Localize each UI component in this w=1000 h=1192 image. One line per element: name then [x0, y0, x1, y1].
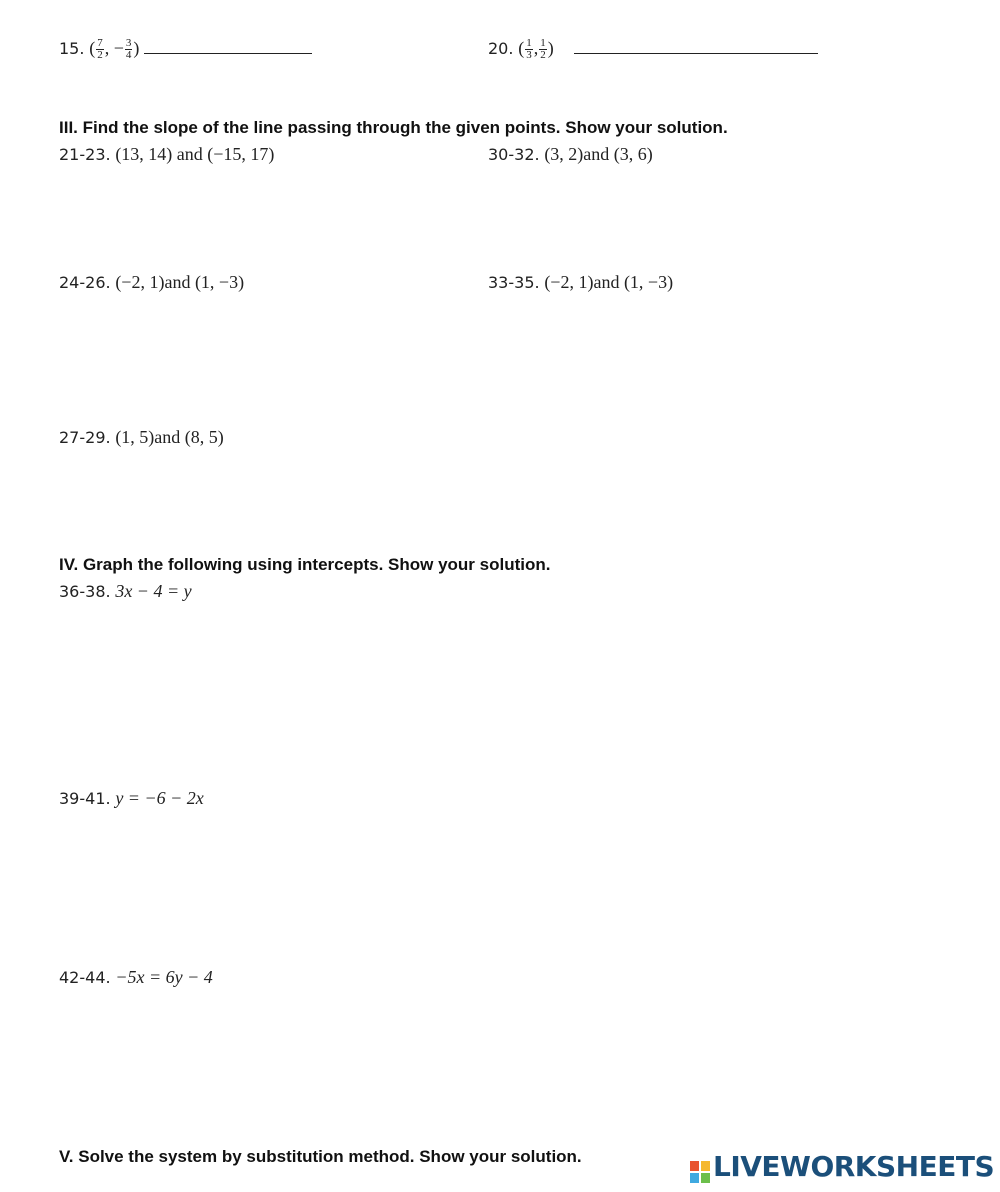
problem-24-26	[59, 272, 244, 293]
problem-label: 39-41.	[59, 789, 111, 808]
problem-expression: (−2, 1)and (1, −3)	[544, 272, 674, 292]
problem-42-44	[59, 967, 213, 988]
problem-21-23	[59, 144, 274, 165]
item-15	[59, 38, 312, 61]
item-15-point: ( $\frac{7}{2}$ , − $\frac{3}{4}$ )	[89, 37, 140, 62]
item-20-label: 20.	[488, 39, 514, 58]
problem-36-38	[59, 581, 192, 602]
problem-label: 24-26.	[59, 273, 111, 292]
problem-label: 21-23.	[59, 145, 111, 164]
problem-label: 42-44.	[59, 968, 111, 987]
problem-30-32	[488, 144, 653, 165]
answer-blank-20[interactable]	[574, 52, 818, 54]
problem-label: 33-35.	[488, 273, 540, 292]
fraction: $\frac{1}{2}$	[540, 37, 546, 62]
problem-expression: (1, 5)and (8, 5)	[115, 427, 224, 447]
item-20-point: ( $\frac{1}{3}$ , $\frac{1}{2}$ )	[518, 37, 554, 62]
problem-39-41	[59, 788, 204, 809]
problem-expression: (3, 2)and (3, 6)	[544, 144, 653, 164]
fraction: $\frac{1}{3}$	[526, 37, 532, 62]
logo-mark-icon	[690, 1161, 710, 1183]
item-15-label: 15.	[59, 39, 85, 58]
problem-expression: −5x = 6y − 4	[115, 967, 213, 987]
fraction: $\frac{3}{4}$	[125, 37, 132, 62]
problem-expression: (13, 14) and (−15, 17)	[115, 144, 275, 164]
section-3-heading: III. Find the slope of the line passing through the given points. Show your solution.	[59, 118, 728, 137]
problem-expression: y = −6 − 2x	[115, 788, 204, 808]
section-4-heading: IV. Graph the following using intercepts. Show your solution.	[59, 555, 551, 574]
problem-label: 27-29.	[59, 428, 111, 447]
fraction: $\frac{7}{2}$	[97, 37, 103, 62]
answer-blank-15[interactable]	[144, 52, 312, 54]
problem-label: 30-32.	[488, 145, 540, 164]
problem-33-35	[488, 272, 673, 293]
problem-27-29	[59, 427, 224, 448]
problem-expression: 3x − 4 = y	[115, 581, 192, 601]
liveworksheets-logo	[690, 1150, 994, 1183]
logo-text: LIVEWORKSHEETS	[713, 1150, 995, 1183]
problem-label: 36-38.	[59, 582, 111, 601]
item-20	[488, 38, 818, 61]
problem-expression: (−2, 1)and (1, −3)	[115, 272, 245, 292]
section-5-heading: V. Solve the system by substitution method. Show your solution.	[59, 1147, 582, 1166]
